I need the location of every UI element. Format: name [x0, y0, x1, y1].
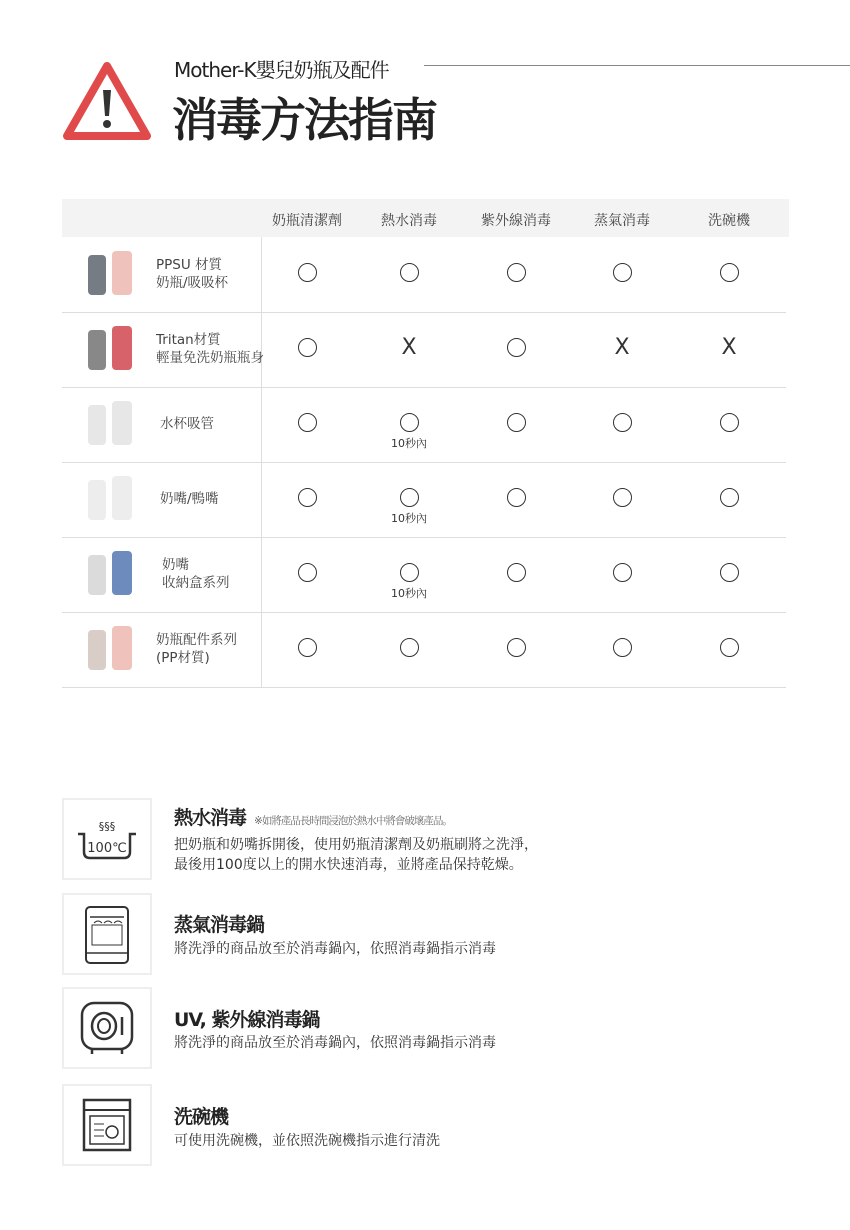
- circle-mark: [607, 638, 637, 657]
- x-mark: X: [614, 335, 630, 360]
- circle-mark: [292, 413, 322, 432]
- method-desc: 將洗淨的商品放至於消毒鍋內，依照消毒鍋指示消毒: [174, 941, 496, 957]
- circle-mark: [607, 563, 637, 582]
- column-header: 奶瓶清潔劑: [272, 213, 342, 229]
- circle-mark: [714, 563, 744, 582]
- circle-mark: [714, 413, 744, 432]
- circle-mark: [394, 413, 424, 432]
- circle-mark: [501, 488, 531, 507]
- time-note: 10秒內: [391, 587, 427, 600]
- circle-mark: [501, 338, 531, 357]
- method-desc: 可使用洗碗機，並依照洗碗機指示進行清洗: [174, 1133, 440, 1149]
- row-label: 奶嘴/鴨嘴: [160, 491, 219, 507]
- circle-mark: [292, 563, 322, 582]
- method-note: ※如將產品長時間浸泡於熱水中將會破壞產品。: [254, 815, 452, 827]
- dishwasher-icon: [62, 1084, 152, 1166]
- circle-mark: [714, 488, 744, 507]
- row-label: 奶瓶配件系列 (PP材質): [156, 632, 237, 666]
- product-image: [72, 245, 152, 305]
- product-image: [72, 395, 152, 455]
- row-label: Tritan材質 輕量免洗奶瓶瓶身: [156, 332, 264, 366]
- method-title: 熱水消毒 ※如將產品長時間浸泡於熱水中將會破壞產品。: [174, 807, 452, 829]
- product-image: [72, 620, 152, 680]
- circle-mark: [501, 263, 531, 282]
- column-header: 洗碗機: [708, 213, 750, 229]
- row-label: PPSU 材質 奶瓶/吸吸杯: [156, 257, 229, 291]
- circle-mark: [501, 638, 531, 657]
- hot-water-icon: [62, 798, 152, 880]
- product-image: [72, 545, 152, 605]
- divider: [424, 65, 850, 66]
- time-note: 10秒內: [391, 512, 427, 525]
- circle-mark: [292, 338, 322, 357]
- circle-mark: [607, 488, 637, 507]
- column-header: 紫外線消毒: [481, 213, 551, 229]
- row-label: 奶嘴 收納盒系列: [162, 557, 230, 591]
- x-mark: X: [401, 335, 417, 360]
- circle-mark: [292, 263, 322, 282]
- svg-text:§§§: §§§: [98, 820, 116, 833]
- x-mark: X: [721, 335, 737, 360]
- temperature-label: 100℃: [87, 841, 127, 856]
- uv-sterilizer-icon: [62, 987, 152, 1069]
- method-title: 洗碗機: [174, 1106, 229, 1128]
- circle-mark: [714, 638, 744, 657]
- column-header: 蒸氣消毒: [594, 213, 650, 229]
- product-image: [72, 470, 152, 530]
- circle-mark: [394, 263, 424, 282]
- warning-triangle-icon: [62, 60, 152, 142]
- page-title: 消毒方法指南: [172, 93, 436, 147]
- time-note: 10秒內: [391, 437, 427, 450]
- circle-mark: [394, 638, 424, 657]
- method-desc: 把奶瓶和奶嘴拆開後，使用奶瓶清潔劑及奶瓶刷將之洗淨， 最後用100度以上的開水快速消毒，並將產品保持乾燥。: [174, 837, 538, 873]
- circle-mark: [607, 263, 637, 282]
- circle-mark: [714, 263, 744, 282]
- row-label: 水杯吸管: [160, 416, 214, 432]
- method-title: UV, 紫外線消毒鍋: [174, 1009, 320, 1031]
- circle-mark: [394, 563, 424, 582]
- column-header: 熱水消毒: [381, 213, 437, 229]
- subtitle: Mother-K嬰兒奶瓶及配件: [174, 58, 389, 82]
- product-image: [72, 320, 152, 380]
- circle-mark: [607, 413, 637, 432]
- circle-mark: [501, 563, 531, 582]
- circle-mark: [394, 488, 424, 507]
- method-title: 蒸氣消毒鍋: [174, 914, 265, 936]
- circle-mark: [501, 413, 531, 432]
- method-desc: 將洗淨的商品放至於消毒鍋內，依照消毒鍋指示消毒: [174, 1035, 496, 1051]
- circle-mark: [292, 638, 322, 657]
- circle-mark: [292, 488, 322, 507]
- steam-sterilizer-icon: [62, 893, 152, 975]
